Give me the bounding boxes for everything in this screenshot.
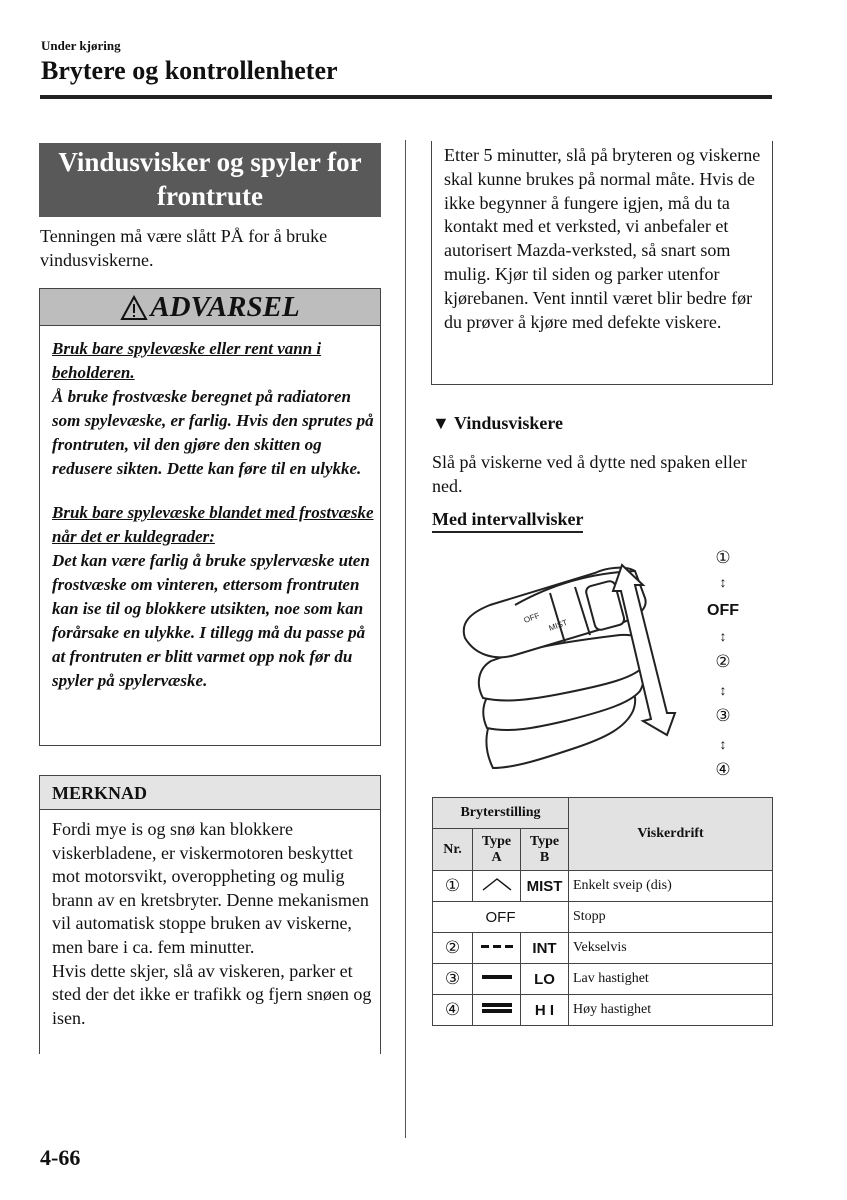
- warning-p1-body: Å bruke frostvæske beregnet på radiatoren som spylevæske, er farlig. Hvis den sprutes på frontruten, vil den gjøre den skitten og redusere sikten. Dette kan føre til en ulykke.: [52, 387, 374, 478]
- position-off-label: OFF: [707, 602, 739, 619]
- table-row: [433, 933, 773, 964]
- intro-text: Tenningen må være slått PÅ for å bruke vindusviskerne.: [40, 226, 328, 270]
- row-desc: Høy hastighet: [569, 995, 773, 1026]
- wiper-table: [432, 797, 773, 1026]
- note-p2: Hvis dette skjer, slå av viskeren, parker et sted der det ikke er trafikk og fjern snøen og isen.: [52, 960, 372, 1028]
- table-desc-header: Viskerdrift: [569, 798, 773, 871]
- page-header-title: Brytere og kontrollenheter: [41, 56, 338, 85]
- table-group-header: Bryterstilling: [433, 798, 569, 829]
- hi-symbol-icon: [473, 995, 521, 1026]
- position-3-label: ③: [715, 706, 731, 725]
- warning-heading-text: ADVARSEL: [150, 291, 300, 323]
- subheading: [432, 413, 563, 434]
- row-desc: Stopp: [569, 902, 773, 933]
- row-nr: ②: [433, 933, 473, 964]
- row-desc: Vekselvis: [569, 933, 773, 964]
- mist-symbol-icon: [473, 871, 521, 902]
- table-row: [433, 995, 773, 1026]
- warning-p1-title: Bruk bare spylevæske eller rent vann i beholderen.: [52, 339, 322, 382]
- arrow-3: ↕: [719, 682, 727, 698]
- section-title-line2: frontrute: [157, 181, 263, 211]
- row-desc: Lav hastighet: [569, 964, 773, 995]
- warning-p2-body: Det kan være farlig å bruke spylervæske uten frostvæske om vinteren, ettersom frontruten kan ise til og blokkere utsikten, noe som kan forårsake en ulykke. I tillegg må du passe på at frontruten er blitt varmet opp nok før du spyler på spylervæske.: [52, 551, 370, 690]
- interval-heading: Med intervallvisker: [432, 509, 583, 533]
- note-p1: Fordi mye is og snø kan blokkere viskerbladene, er viskermotoren beskyttet mot motorsvikt, overoppheting og mulig brann av en kretsbryter. Denne mekanismen vil automatisk stoppe bruken av viskerne, men bare i ca. fem minutter.: [52, 819, 369, 957]
- header-rule: [40, 95, 772, 99]
- section-title-line1: Vindusvisker og spyler for: [58, 147, 362, 177]
- table-nr-header: Nr.: [433, 829, 473, 871]
- row-type-b: INT: [521, 933, 569, 964]
- warning-box: [39, 288, 381, 746]
- row-type-b: H I: [521, 995, 569, 1026]
- lo-symbol-icon: [473, 964, 521, 995]
- warning-body: [52, 337, 374, 713]
- arrow-4: ↕: [719, 736, 727, 752]
- row-nr: ①: [433, 871, 473, 902]
- page-number: 4-66: [40, 1145, 81, 1170]
- hand-illustration: [464, 568, 649, 768]
- wiper-lever-diagram: [455, 543, 775, 783]
- position-2-label: ②: [715, 652, 731, 671]
- row-desc: Enkelt sveip (dis): [569, 871, 773, 902]
- table-row: [433, 871, 773, 902]
- table-type-a-header: Type A: [473, 829, 521, 871]
- arrow-2: ↕: [719, 628, 727, 644]
- row-type-b: MIST: [521, 871, 569, 902]
- row-nr: ④: [433, 995, 473, 1026]
- position-1-label: ①: [715, 548, 731, 567]
- table-type-b-header: Type B: [521, 829, 569, 871]
- position-4-label: ④: [715, 760, 731, 779]
- note-heading: MERKNAD: [40, 776, 380, 810]
- subheading-body: Slå på viskerne ved å dytte ned spaken eller ned.: [432, 452, 747, 496]
- continued-note-box: [431, 141, 773, 385]
- section-label: Under kjøring: [41, 38, 121, 53]
- row-off: OFF: [433, 902, 569, 933]
- note-box: [39, 775, 381, 1054]
- arrow-1: ↕: [719, 574, 727, 590]
- column-divider: [405, 140, 406, 1138]
- continued-note-text: Etter 5 minutter, slå på bryteren og viskerne skal kunne brukes på normal måte. Hvis de ikke begynner å fungere igjen, må du ta kontakt med et verksted, vi anbefaler et autorisert Mazda-verksted, så snart som mulig. Kjør til siden og parker utenfor kjørebanen. Vent inntil været blir bedre før du prøver å kjøre med defekte viskere.: [444, 145, 761, 332]
- row-nr: ③: [433, 964, 473, 995]
- note-body: [52, 818, 374, 1030]
- triangle-down-icon: ▼: [432, 413, 450, 433]
- row-type-b: LO: [521, 964, 569, 995]
- int-symbol-icon: [473, 933, 521, 964]
- lever-mist-label: MIST: [547, 617, 569, 633]
- section-title: [39, 143, 381, 217]
- table-row: [433, 902, 773, 933]
- warning-p2-title: Bruk bare spylevæske blandet med frostvæske når det er kuldegrader:: [52, 503, 374, 546]
- subheading-text: Vindusviskere: [454, 413, 564, 433]
- warning-triangle-icon: [120, 295, 148, 321]
- warning-heading: [40, 289, 380, 326]
- lever-off-label: OFF: [522, 610, 541, 625]
- table-row: [433, 964, 773, 995]
